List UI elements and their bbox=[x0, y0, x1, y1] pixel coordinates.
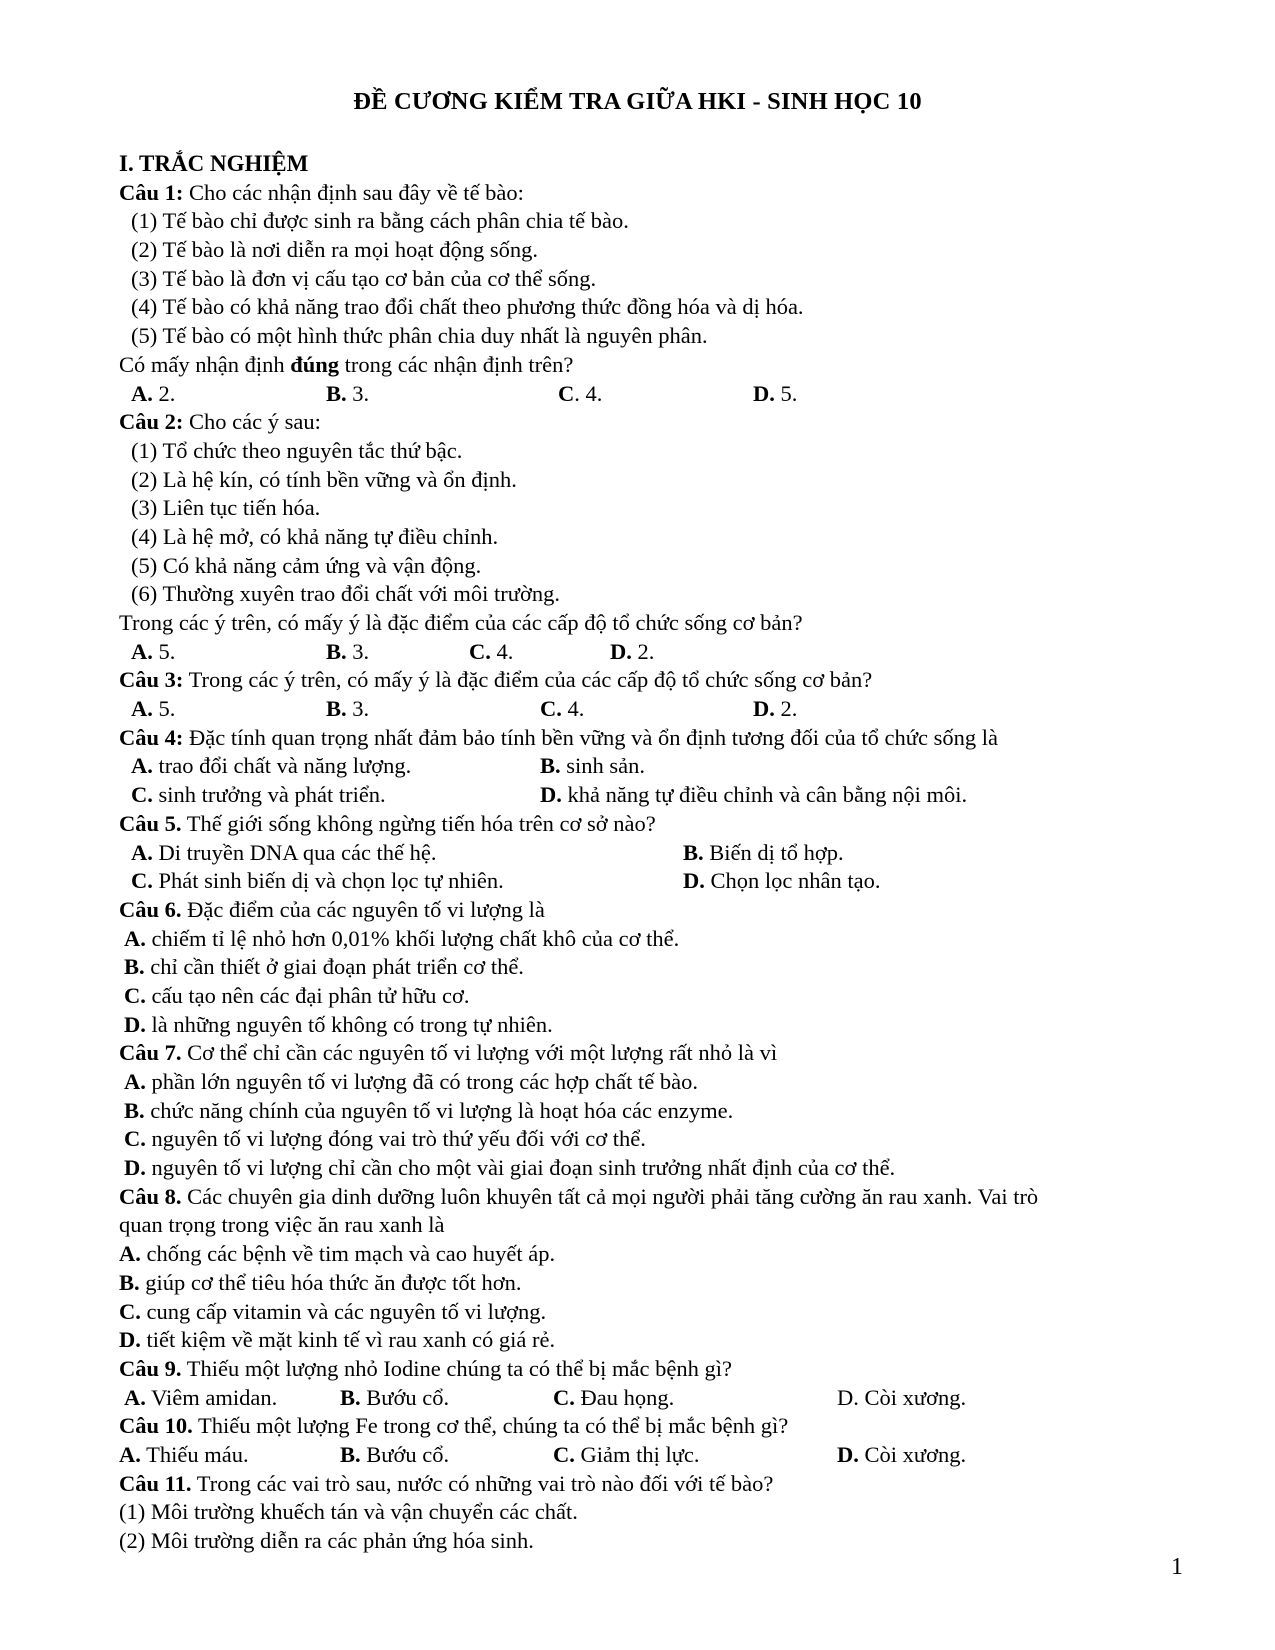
statement-item: (3) Tế bào là đơn vị cấu tạo cơ bản của cơ thể sống. bbox=[131, 265, 597, 291]
option-b: B. Biến dị tổ hợp. bbox=[683, 839, 844, 865]
answer-options bbox=[119, 839, 1179, 868]
question-text: Đặc điểm của các nguyên tố vi lượng là bbox=[181, 896, 545, 922]
question-number: Câu 6. bbox=[119, 896, 182, 922]
option-a: A. Di truyền DNA qua các thế hệ. bbox=[131, 839, 437, 865]
option-c: C. sinh trưởng và phát triển. bbox=[131, 782, 386, 808]
question-number: Câu 7. bbox=[119, 1040, 182, 1066]
question-10 bbox=[119, 1412, 1179, 1441]
answer-options bbox=[119, 781, 1179, 810]
option-d: D. tiết kiệm về mặt kinh tế vì rau xanh có giá rẻ. bbox=[119, 1327, 556, 1353]
statement-item: (2) Môi trường diễn ra các phản ứng hóa sinh. bbox=[119, 1528, 534, 1553]
option-b: B. 3. bbox=[326, 696, 370, 722]
question-7 bbox=[119, 1039, 1179, 1068]
statement-item: (1) Môi trường khuếch tán và vận chuyển các chất. bbox=[119, 1499, 578, 1525]
answer-options bbox=[119, 1384, 1179, 1413]
option-c: C. 4. bbox=[469, 638, 514, 664]
question-text: Trong các ý trên, có mấy ý là đặc điểm của các cấp độ tổ chức sống cơ bản? bbox=[183, 667, 873, 693]
question-text: Thiếu một lượng nhỏ Iodine chúng ta có thể bị mắc bệnh gì? bbox=[181, 1355, 732, 1381]
option-c: C. 4. bbox=[558, 380, 603, 406]
option-d: D. Còi xương. bbox=[837, 1384, 967, 1410]
question-text-continued: quan trọng trong việc ăn rau xanh là bbox=[119, 1212, 445, 1238]
option-d: D. là những nguyên tố không có trong tự nhiên. bbox=[124, 1011, 553, 1037]
question-text: Cơ thể chỉ cần các nguyên tố vi lượng với một lượng rất nhỏ là vì bbox=[181, 1040, 778, 1066]
answer-options bbox=[119, 752, 1179, 781]
option-d: D. khả năng tự điều chỉnh và cân bằng nội môi. bbox=[540, 782, 968, 808]
question-number: Câu 10. bbox=[119, 1413, 193, 1439]
question-4 bbox=[119, 724, 1179, 753]
option-a: A. Thiếu máu. bbox=[119, 1441, 249, 1467]
option-b: B. chức năng chính của nguyên tố vi lượng là hoạt hóa các enzyme. bbox=[124, 1097, 734, 1123]
question-number: Câu 2: bbox=[119, 409, 184, 435]
option-c: C. 4. bbox=[540, 696, 585, 722]
question-number: Câu 1: bbox=[119, 179, 184, 205]
option-a: A. 2. bbox=[131, 380, 176, 406]
document-body bbox=[119, 150, 1179, 1556]
answer-options bbox=[119, 380, 1179, 409]
option-b: B. Bướu cổ. bbox=[340, 1441, 450, 1467]
question-text: Thế giới sống không ngừng tiến hóa trên cơ sở nào? bbox=[181, 810, 656, 836]
statement-item: (2) Tế bào là nơi diễn ra mọi hoạt động sống. bbox=[131, 237, 539, 263]
statement-item: (5) Có khả năng cảm ứng và vận động. bbox=[131, 552, 482, 578]
statement-item: (6) Thường xuyên trao đổi chất với môi trường. bbox=[131, 581, 560, 607]
option-d: D. 2. bbox=[610, 638, 655, 664]
option-d: D. Chọn lọc nhân tạo. bbox=[683, 868, 881, 894]
option-b: B. 3. bbox=[326, 638, 370, 664]
question-number: Câu 5. bbox=[119, 810, 182, 836]
question-number: Câu 11. bbox=[119, 1470, 192, 1496]
option-c: C. Phát sinh biến dị và chọn lọc tự nhiên. bbox=[131, 868, 504, 894]
option-d: D. 5. bbox=[753, 380, 798, 406]
answer-options bbox=[119, 867, 1179, 896]
statement-item: (4) Tế bào có khả năng trao đổi chất theo phương thức đồng hóa và dị hóa. bbox=[131, 294, 804, 320]
question-number: Câu 3: bbox=[119, 667, 184, 693]
question-9 bbox=[119, 1355, 1179, 1384]
option-c: C. cung cấp vitamin và các nguyên tố vi lượng. bbox=[119, 1298, 547, 1324]
question-number: Câu 4: bbox=[119, 724, 184, 750]
question-text: Đặc tính quan trọng nhất đảm bảo tính bền vững và ổn định tương đối của tổ chức sống là bbox=[183, 724, 998, 750]
option-b: B. 3. bbox=[326, 380, 370, 406]
option-d: D. 2. bbox=[753, 696, 798, 722]
statement-item: (1) Tế bào chỉ được sinh ra bằng cách phân chia tế bào. bbox=[131, 208, 629, 234]
question-prompt: Trong các ý trên, có mấy ý là đặc điểm của các cấp độ tổ chức sống cơ bản? bbox=[119, 610, 803, 635]
statement-item: (1) Tổ chức theo nguyên tắc thứ bậc. bbox=[131, 437, 463, 463]
question-3 bbox=[119, 666, 1179, 695]
option-a: A. Viêm amidan. bbox=[124, 1384, 278, 1410]
option-d: D. nguyên tố vi lượng chỉ cần cho một vài giai đoạn sinh trưởng nhất định của cơ thể. bbox=[124, 1155, 896, 1181]
option-a: A. trao đổi chất và năng lượng. bbox=[131, 753, 412, 779]
option-c: C. Đau họng. bbox=[553, 1384, 675, 1410]
page-title: ĐỀ CƯƠNG KIỂM TRA GIỮA HKI - SINH HỌC 10 bbox=[353, 88, 922, 115]
answer-options bbox=[119, 695, 1179, 724]
option-c: C. Giảm thị lực. bbox=[553, 1441, 700, 1467]
option-a: A. phần lớn nguyên tố vi lượng đã có trong các hợp chất tế bào. bbox=[124, 1069, 698, 1094]
option-a: A. chiếm tỉ lệ nhỏ hơn 0,01% khối lượng chất khô của cơ thể. bbox=[124, 925, 680, 951]
answer-options bbox=[119, 1441, 1179, 1470]
option-c: C. nguyên tố vi lượng đóng vai trò thứ yếu đối với cơ thể. bbox=[124, 1126, 646, 1152]
option-a: A. chống các bệnh về tim mạch và cao huyết áp. bbox=[119, 1241, 556, 1267]
question-2 bbox=[119, 408, 1179, 437]
question-number: Câu 9. bbox=[119, 1355, 182, 1381]
option-d: D. Còi xương. bbox=[837, 1441, 967, 1467]
statement-item: (2) Là hệ kín, có tính bền vững và ổn định. bbox=[131, 466, 517, 492]
option-a: A. 5. bbox=[131, 696, 176, 722]
option-b: B. sinh sản. bbox=[540, 753, 646, 779]
answer-options bbox=[119, 638, 1179, 667]
option-b: B. Bướu cổ. bbox=[340, 1384, 450, 1410]
question-1 bbox=[119, 179, 1179, 208]
option-c: C. cấu tạo nên các đại phân tử hữu cơ. bbox=[124, 982, 470, 1008]
question-8 bbox=[119, 1183, 1179, 1212]
question-6 bbox=[119, 896, 1179, 925]
question-5 bbox=[119, 810, 1179, 839]
question-text: Thiếu một lượng Fe trong cơ thể, chúng ta có thể bị mắc bệnh gì? bbox=[192, 1413, 789, 1439]
option-b: B. giúp cơ thể tiêu hóa thức ăn được tốt hơn. bbox=[119, 1269, 522, 1295]
question-prompt: Có mấy nhận định đúng trong các nhận định trên? bbox=[119, 351, 574, 377]
question-text: Các chuyên gia dinh dưỡng luôn khuyên tất cả mọi người phải tăng cường ăn rau xanh. Vai trò bbox=[181, 1183, 1039, 1209]
statement-item: (4) Là hệ mở, có khả năng tự điều chỉnh. bbox=[131, 523, 499, 549]
question-text: Trong các vai trò sau, nước có những vai trò nào đối với tế bào? bbox=[191, 1470, 774, 1496]
question-text: Cho các nhận định sau đây về tế bào: bbox=[183, 179, 524, 205]
statement-item: (5) Tế bào có một hình thức phân chia duy nhất là nguyên phân. bbox=[131, 323, 708, 349]
option-b: B. chỉ cần thiết ở giai đoạn phát triển cơ thể. bbox=[124, 954, 524, 980]
statement-item: (3) Liên tục tiến hóa. bbox=[131, 495, 321, 521]
page-number: 1 bbox=[1171, 1554, 1183, 1580]
option-a: A. 5. bbox=[131, 638, 176, 664]
question-text: Cho các ý sau: bbox=[183, 409, 321, 435]
section-heading: I. TRẮC NGHIỆM bbox=[119, 151, 309, 176]
question-number: Câu 8. bbox=[119, 1183, 182, 1209]
question-11 bbox=[119, 1470, 1179, 1499]
